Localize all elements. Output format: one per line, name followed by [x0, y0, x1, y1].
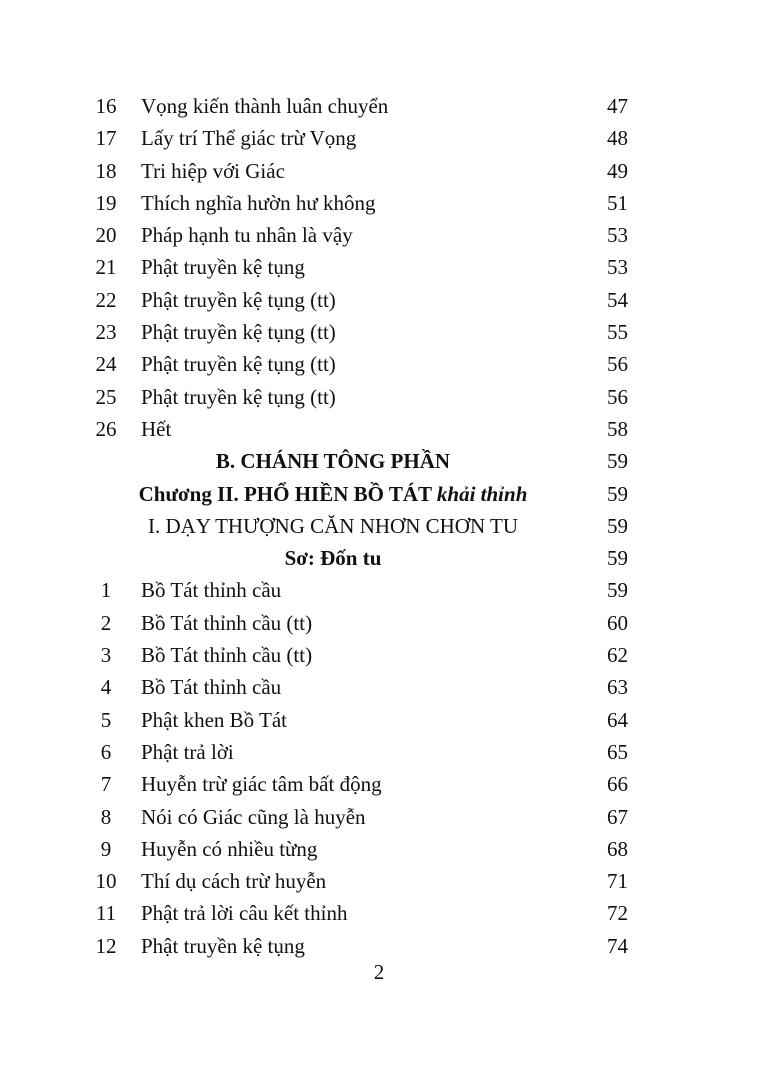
toc-number: 16 [95, 94, 117, 118]
toc-entry [88, 155, 628, 187]
toc-number: 26 [95, 416, 117, 441]
toc-title: Phật khen Bồ Tát [141, 707, 288, 732]
heading-title: I. DẠY THƯỢNG CĂN NHƠN CHƠN TU [148, 513, 518, 538]
toc-entry [88, 316, 628, 348]
toc-page: 51 [607, 190, 628, 215]
toc-title: Huyễn trừ giác tâm bất động [141, 772, 382, 797]
toc-entry [88, 348, 628, 380]
toc-entry [88, 801, 628, 833]
toc-number: 25 [95, 384, 117, 409]
toc-title: Nói có Giác cũng là huyễn [141, 804, 366, 829]
heading-title: Sơ: Đốn tu [284, 546, 382, 571]
toc-title: Lấy trí Thể giác trừ Vọng [141, 126, 357, 151]
toc-title: Phật truyền kệ tụng (tt) [141, 352, 336, 377]
toc-number: 22 [95, 287, 117, 312]
toc-title: Phật truyền kệ tụng (tt) [141, 320, 336, 345]
heading-subsection [88, 542, 628, 574]
toc-number: 12 [95, 933, 117, 958]
toc-number: 2 [100, 610, 112, 635]
toc-entry [88, 897, 628, 929]
toc-number: 20 [95, 223, 117, 248]
toc-page: 53 [607, 223, 628, 248]
toc-title: Bồ Tát thỉnh cầu (tt) [141, 643, 313, 668]
toc-number: 1 [100, 578, 112, 603]
heading-title: B. CHÁNH TÔNG PHẦN [215, 449, 451, 474]
toc-page: 48 [607, 126, 628, 151]
toc-title: Phật truyền kệ tụng [141, 255, 305, 280]
toc-entry [88, 704, 628, 736]
toc-number: 5 [100, 707, 112, 732]
toc-page: 56 [607, 352, 628, 377]
toc-number: 23 [95, 320, 117, 345]
toc-page: 65 [607, 739, 628, 764]
toc-title: Phật trả lời câu kết thỉnh [141, 901, 348, 926]
toc-title: Phật truyền kệ tụng [141, 933, 305, 958]
toc-page: 59 [607, 546, 628, 571]
toc-entry [88, 219, 628, 251]
toc-page: 63 [607, 675, 628, 700]
toc-title: Phật trả lời [141, 739, 234, 764]
toc-page: 59 [607, 513, 628, 538]
toc-part-a [88, 90, 628, 445]
toc-number: 10 [95, 869, 117, 894]
toc-page: 59 [607, 481, 628, 506]
toc-page: 53 [607, 255, 628, 280]
chapter-title-tail: khải thỉnh [436, 481, 528, 506]
toc-page: 59 [607, 449, 628, 474]
toc-entry [88, 574, 628, 606]
toc-title: Bồ Tát thỉnh cầu [141, 675, 282, 700]
table-of-contents [88, 90, 628, 962]
toc-entry [88, 122, 628, 154]
toc-title: Phật truyền kệ tụng (tt) [141, 384, 336, 409]
toc-title: Tri hiệp với Giác [141, 158, 285, 183]
toc-entry [88, 768, 628, 800]
toc-page: 60 [607, 610, 628, 635]
toc-entry [88, 413, 628, 445]
heading-title [88, 478, 578, 510]
toc-number: 3 [100, 643, 112, 668]
heading-section [88, 510, 628, 542]
toc-page: 64 [607, 707, 628, 732]
toc-title: Huyễn có nhiều từng [141, 836, 318, 861]
toc-number: 17 [95, 126, 117, 151]
toc-number: 4 [100, 675, 112, 700]
toc-entry [88, 381, 628, 413]
toc-entry [88, 930, 628, 962]
toc-page: 54 [607, 287, 628, 312]
toc-title: Thích nghĩa hườn hư không [141, 190, 376, 215]
toc-page: 55 [607, 320, 628, 345]
toc-page: 58 [607, 416, 628, 441]
toc-page: 49 [607, 158, 628, 183]
toc-number: 8 [100, 804, 112, 829]
toc-entry [88, 736, 628, 768]
toc-title: Phật truyền kệ tụng (tt) [141, 287, 336, 312]
toc-page: 47 [607, 94, 628, 118]
toc-number: 24 [95, 352, 117, 377]
toc-title: Vọng kiến thành luân chuyển [141, 94, 389, 118]
toc-entry [88, 671, 628, 703]
toc-number: 7 [100, 772, 112, 797]
toc-entry [88, 607, 628, 639]
toc-title: Hết [141, 416, 172, 441]
toc-number: 18 [95, 158, 117, 183]
toc-entry [88, 251, 628, 283]
toc-number: 21 [95, 255, 117, 280]
heading-chapter [88, 478, 628, 510]
toc-number: 6 [100, 739, 112, 764]
toc-page: 56 [607, 384, 628, 409]
toc-number: 11 [95, 901, 117, 926]
heading-part-b [88, 445, 628, 477]
toc-page: 68 [607, 836, 628, 861]
toc-part-b [88, 574, 628, 962]
toc-entry [88, 187, 628, 219]
toc-entry [88, 639, 628, 671]
toc-title: Bồ Tát thỉnh cầu [141, 578, 282, 603]
toc-page: 59 [607, 578, 628, 603]
toc-entry [88, 90, 628, 122]
toc-page: 74 [607, 933, 628, 958]
toc-title: Bồ Tát thỉnh cầu (tt) [141, 610, 313, 635]
toc-entry [88, 865, 628, 897]
toc-page: 71 [607, 869, 628, 894]
toc-title: Thí dụ cách trừ huyễn [141, 869, 327, 894]
toc-entry [88, 833, 628, 865]
toc-page: 62 [607, 643, 628, 668]
toc-number: 9 [100, 836, 112, 861]
toc-entry [88, 284, 628, 316]
chapter-title-main: Chương II. PHỔ HIỀN BỒ TÁT [138, 481, 432, 506]
toc-page: 67 [607, 804, 628, 829]
page-number: 2 [373, 960, 385, 984]
toc-page: 72 [607, 901, 628, 926]
toc-number: 19 [95, 190, 117, 215]
toc-title: Pháp hạnh tu nhân là vậy [141, 223, 353, 248]
toc-page: 66 [607, 772, 628, 797]
